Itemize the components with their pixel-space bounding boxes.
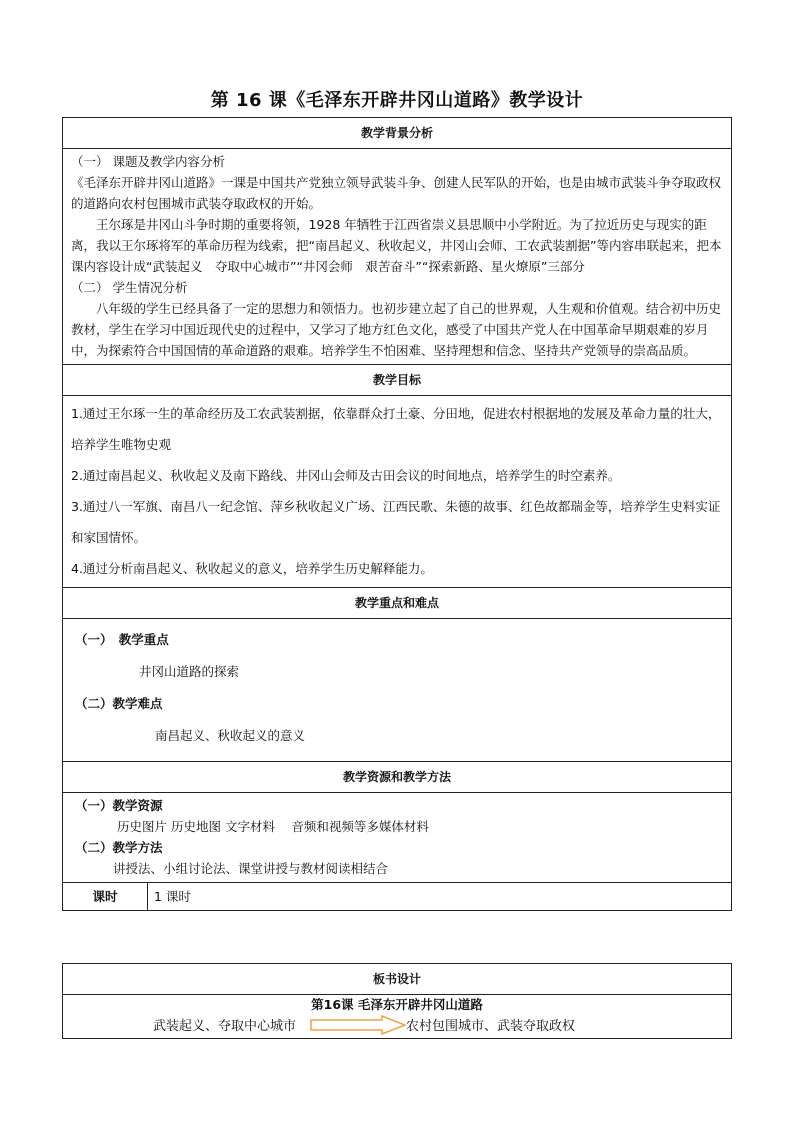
difficulty-text: 南昌起义、秋收起义的意义 (155, 728, 306, 743)
resources-header: 教学资源和教学方法 (63, 762, 732, 793)
methods-label: （二）教学方法 (75, 840, 163, 855)
resources-label: （一）教学资源 (75, 798, 163, 813)
objective-item: 3.通过八一军旗、南昌八一纪念馆、萍乡秋收起义广场、江西民歌、朱德的故事、红色故都瑞金等，培养学生史料实证和家国情怀。 (71, 499, 721, 545)
objectives-section (63, 396, 732, 588)
board-content (63, 995, 732, 1039)
background-sub2: （二） 学生情况分析 (71, 280, 188, 295)
hours-label: 课时 (63, 883, 148, 911)
background-section (63, 149, 732, 365)
background-sub1: （一） 课题及教学内容分析 (71, 154, 225, 169)
objective-item: 1.通过王尔琢一生的革命经历及工农武装割据，依靠群众打土豪、分田地，促进农村根据地的发展及革命力量的壮大，培养学生唯物史观 (71, 406, 721, 452)
resources-section (63, 793, 732, 883)
board-left-text: 武装起义、夺取中心城市 (153, 1019, 297, 1034)
background-para3: 八年级的学生已经具备了一定的思想力和领悟力。也初步建立起了自己的世界观，人生观和价值观。结合初中历史教材，学生在学习中国近现代史的过程中，又学习了地方红色文化，感受了中国共产党人在中国革命早期艰难的岁月中，为探索符合中国国情的革命道路的艰难。培养学生不怕困难、坚持理想和信念、坚持共产党领导的崇高品质。 (71, 301, 722, 358)
board-lesson-title: 第16课 毛泽东开辟井冈山道路 (311, 997, 483, 1012)
background-para1: 《毛泽东开辟井冈山道路》一课是中国共产党独立领导武装斗争、创建人民军队的开始，也是由城市武装斗争夺取政权的道路向农村包围城市武装夺取政权的开始。 (71, 175, 722, 211)
methods-text: 讲授法、小组讨论法、课堂讲授与教材阅读相结合 (113, 861, 389, 876)
lesson-plan-table (62, 117, 732, 911)
objective-item: 4.通过分析南昌起义、秋收起义的意义，培养学生历史解释能力。 (71, 561, 433, 576)
difficulty-label: （二）教学难点 (75, 696, 163, 711)
background-header: 教学背景分析 (63, 118, 732, 149)
background-para2: 王尔琢是井冈山斗争时期的重要将领，1928 年牺牲于江西省崇义县思顺中小学附近。为了拉近历史与现实的距离，我以王尔琢将军的革命历程为线索，把“南昌起义、秋收起义，井冈山会师、工农武装割据”等内容串联起来，把本课内容设计成“武装起义 夺取中心城市”“井冈会师 艰苦奋斗”“探索新路、星火燎原”三部分 (71, 217, 722, 274)
objective-item: 2.通过南昌起义、秋收起义及南下路线、井冈山会师及古田会议的时间地点，培养学生的时空素养。 (71, 468, 621, 483)
focus-text: 井冈山道路的探索 (139, 664, 240, 679)
key-points-header: 教学重点和难点 (63, 588, 732, 619)
hours-value: 1 课时 (148, 883, 732, 911)
board-right-text: 农村包围城市、武装夺取政权 (406, 1019, 576, 1034)
resources-text: 历史图片 历史地图 文字材料 音频和视频等多媒体材料 (117, 819, 429, 834)
objectives-header: 教学目标 (63, 365, 732, 396)
arrow-right-icon (310, 1015, 406, 1035)
key-points-section (63, 619, 732, 762)
board-design-table (62, 963, 732, 1039)
board-flow (63, 1014, 731, 1036)
board-header: 板书设计 (63, 964, 732, 995)
focus-label: （一） 教学重点 (75, 632, 169, 647)
document-title: 第 16 课《毛泽东开辟井冈山道路》教学设计 (210, 90, 584, 111)
